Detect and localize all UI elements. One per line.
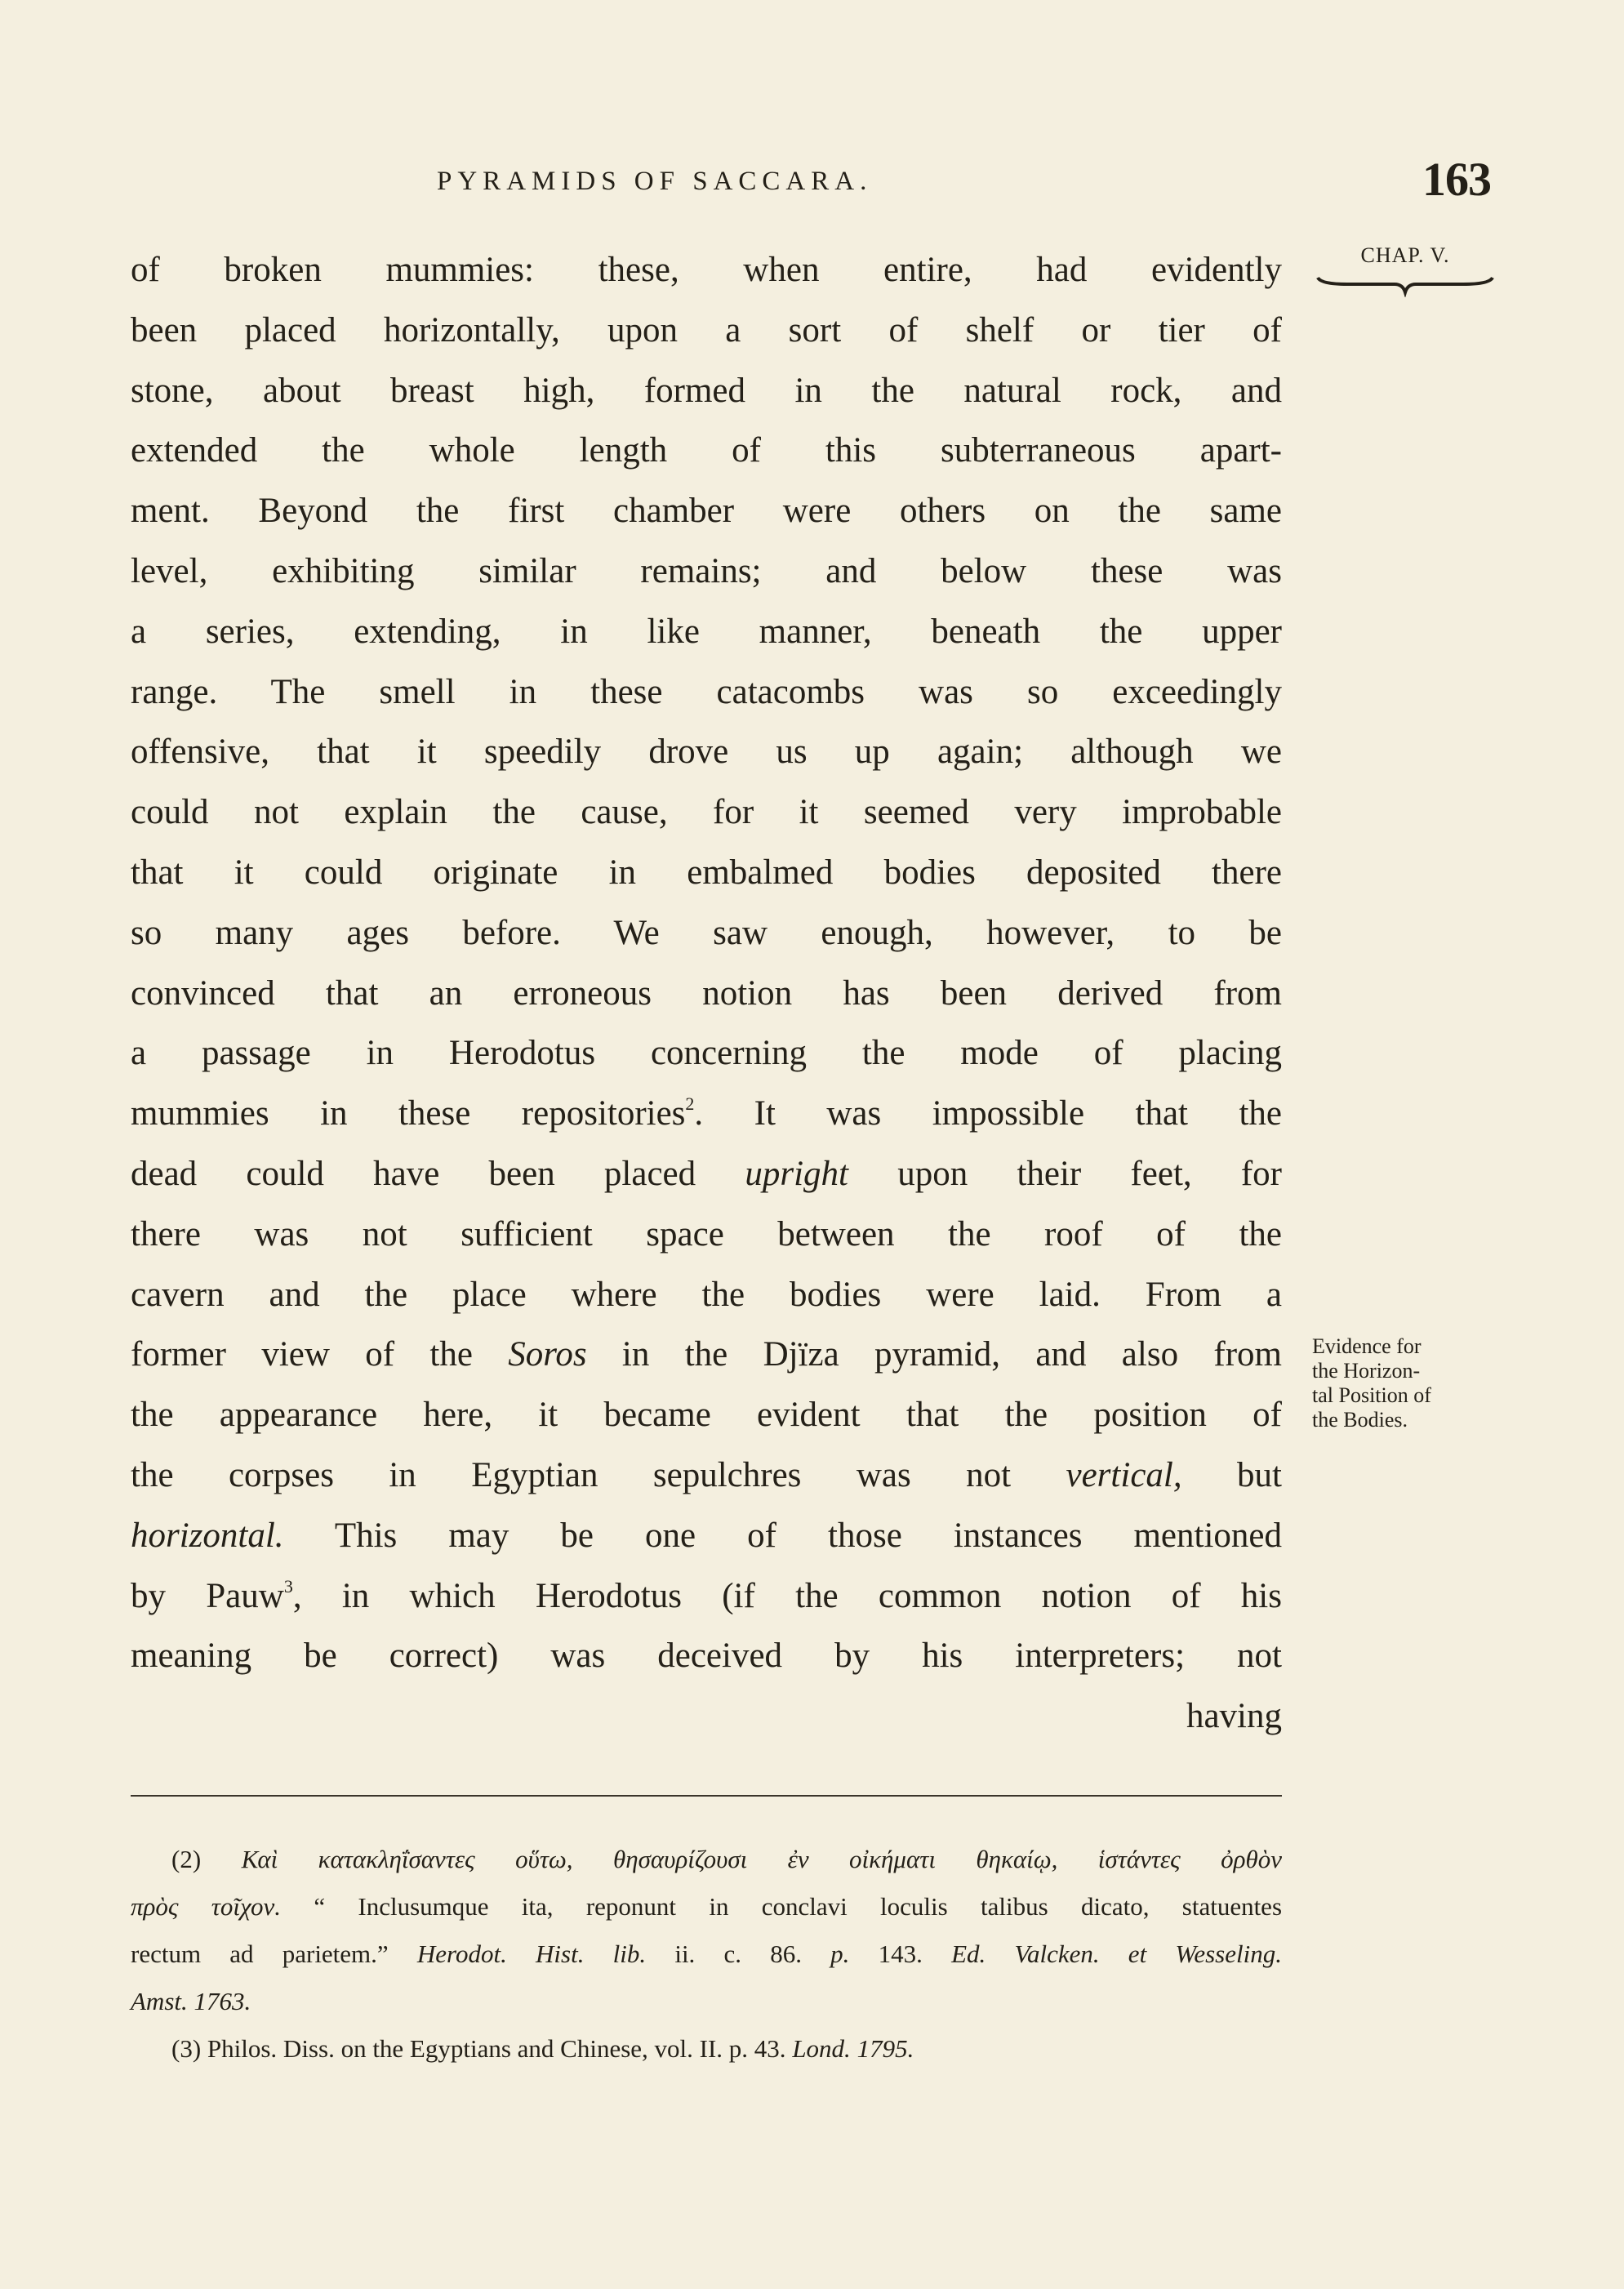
text-line: the corpses in Egyptian sepulchres was not vertical, but: [131, 1455, 1282, 1494]
text-line: horizontal. This may be one of those instances mentioned: [131, 1516, 1282, 1555]
emphasis: upright: [745, 1154, 848, 1193]
emphasis: Soros: [508, 1335, 587, 1374]
footnote-reference[interactable]: 3: [283, 1575, 293, 1597]
sidenote-line: the Bodies.: [1312, 1408, 1408, 1432]
page-header: [131, 153, 1491, 209]
emphasis: vertical,: [1066, 1455, 1182, 1494]
brace-ornament: [1315, 273, 1496, 297]
sidenote-line: Evidence for: [1312, 1334, 1422, 1358]
text-line: extended the whole length of this subterraneous apart-: [131, 431, 1282, 470]
footnote-reference[interactable]: 2: [685, 1093, 695, 1115]
text-line: that it could originate in embalmed bodies deposited there: [131, 853, 1282, 892]
footnote-3: (3) Philos. Diss. on the Egyptians and Chinese, vol. II. p. 43. Lond. 1795.: [171, 2034, 914, 2063]
text-line: there was not sufficient space between the roof of the: [131, 1214, 1282, 1254]
footnote-2-line: rectum ad parietem.” Herodot. Hist. lib. ii. c. 86. p. 143. Ed. Valcken. et Wesseling.: [131, 1939, 1282, 1968]
footnotes: [131, 1836, 1282, 2073]
footnote-divider: [131, 1795, 1282, 1797]
text-line: meaning be correct) was deceived by his interpreters; not: [131, 1637, 1282, 1676]
text-line: a series, extending, in like manner, beneath the upper: [131, 612, 1282, 651]
sidenote-line: the Horizon-: [1312, 1359, 1421, 1383]
marginal-note: [1312, 1334, 1508, 1432]
text-line: of broken mummies: these, when entire, had evidently: [131, 251, 1282, 289]
running-head: PYRAMIDS OF SACCARA.: [437, 167, 873, 196]
text-line: so many ages before. We saw enough, however, to be: [131, 913, 1282, 952]
text-line: stone, about breast high, formed in the natural rock, and: [131, 371, 1282, 410]
sidenote-line: tal Position of: [1312, 1383, 1431, 1407]
body-text: [131, 240, 1282, 1747]
text-line: dead could have been placed upright upon their feet, for: [131, 1154, 1283, 1193]
footnote-2-line: (2) Καὶ κατακληΐσαντες οὕτω, θησαυρίζουσι ἐν οἰκήματι θηκαίῳ, ἱστάντες ὀρθὸν: [171, 1845, 1282, 1873]
text-line: former view of the Soros in the Djïza pyramid, and also from: [131, 1335, 1282, 1374]
catchword: having: [1186, 1697, 1282, 1736]
text-line: ment. Beyond the first chamber were others on the same: [131, 492, 1282, 531]
text-line: could not explain the cause, for it seemed very improbable: [131, 793, 1282, 832]
footnote-2-line: πρὸς τοῖχον. “ Inclusumque ita, reponunt in conclavi loculis talibus dicato, statuentes: [131, 1892, 1283, 1921]
page-number: 163: [1422, 153, 1491, 206]
text-line: cavern and the place where the bodies were laid. From a: [131, 1275, 1282, 1314]
text-line: level, exhibiting similar remains; and below these was: [131, 551, 1282, 590]
text-line: offensive, that it speedily drove us up again; although we: [131, 733, 1282, 772]
text-line: the appearance here, it became evident that the position of: [131, 1396, 1282, 1435]
text-line: by Pauw$^3$, in which Herodotus (if the common notion of his: [131, 1575, 1282, 1615]
text-line: range. The smell in these catacombs was so exceedingly: [131, 672, 1282, 711]
text-line: convinced that an erroneous notion has been derived from: [131, 973, 1282, 1013]
text-line: been placed horizontally, upon a sort of shelf or tier of: [131, 310, 1282, 350]
footnote-2-line: Amst. 1763.: [131, 1987, 251, 2015]
chapter-marker: [1315, 243, 1496, 301]
text-line: mummies in these repositories$^2$. It was impossible that the: [131, 1093, 1282, 1133]
emphasis: horizontal.: [131, 1516, 284, 1555]
chapter-label: CHAP. V.: [1360, 243, 1450, 267]
text-line: a passage in Herodotus concerning the mode of placing: [131, 1034, 1282, 1073]
